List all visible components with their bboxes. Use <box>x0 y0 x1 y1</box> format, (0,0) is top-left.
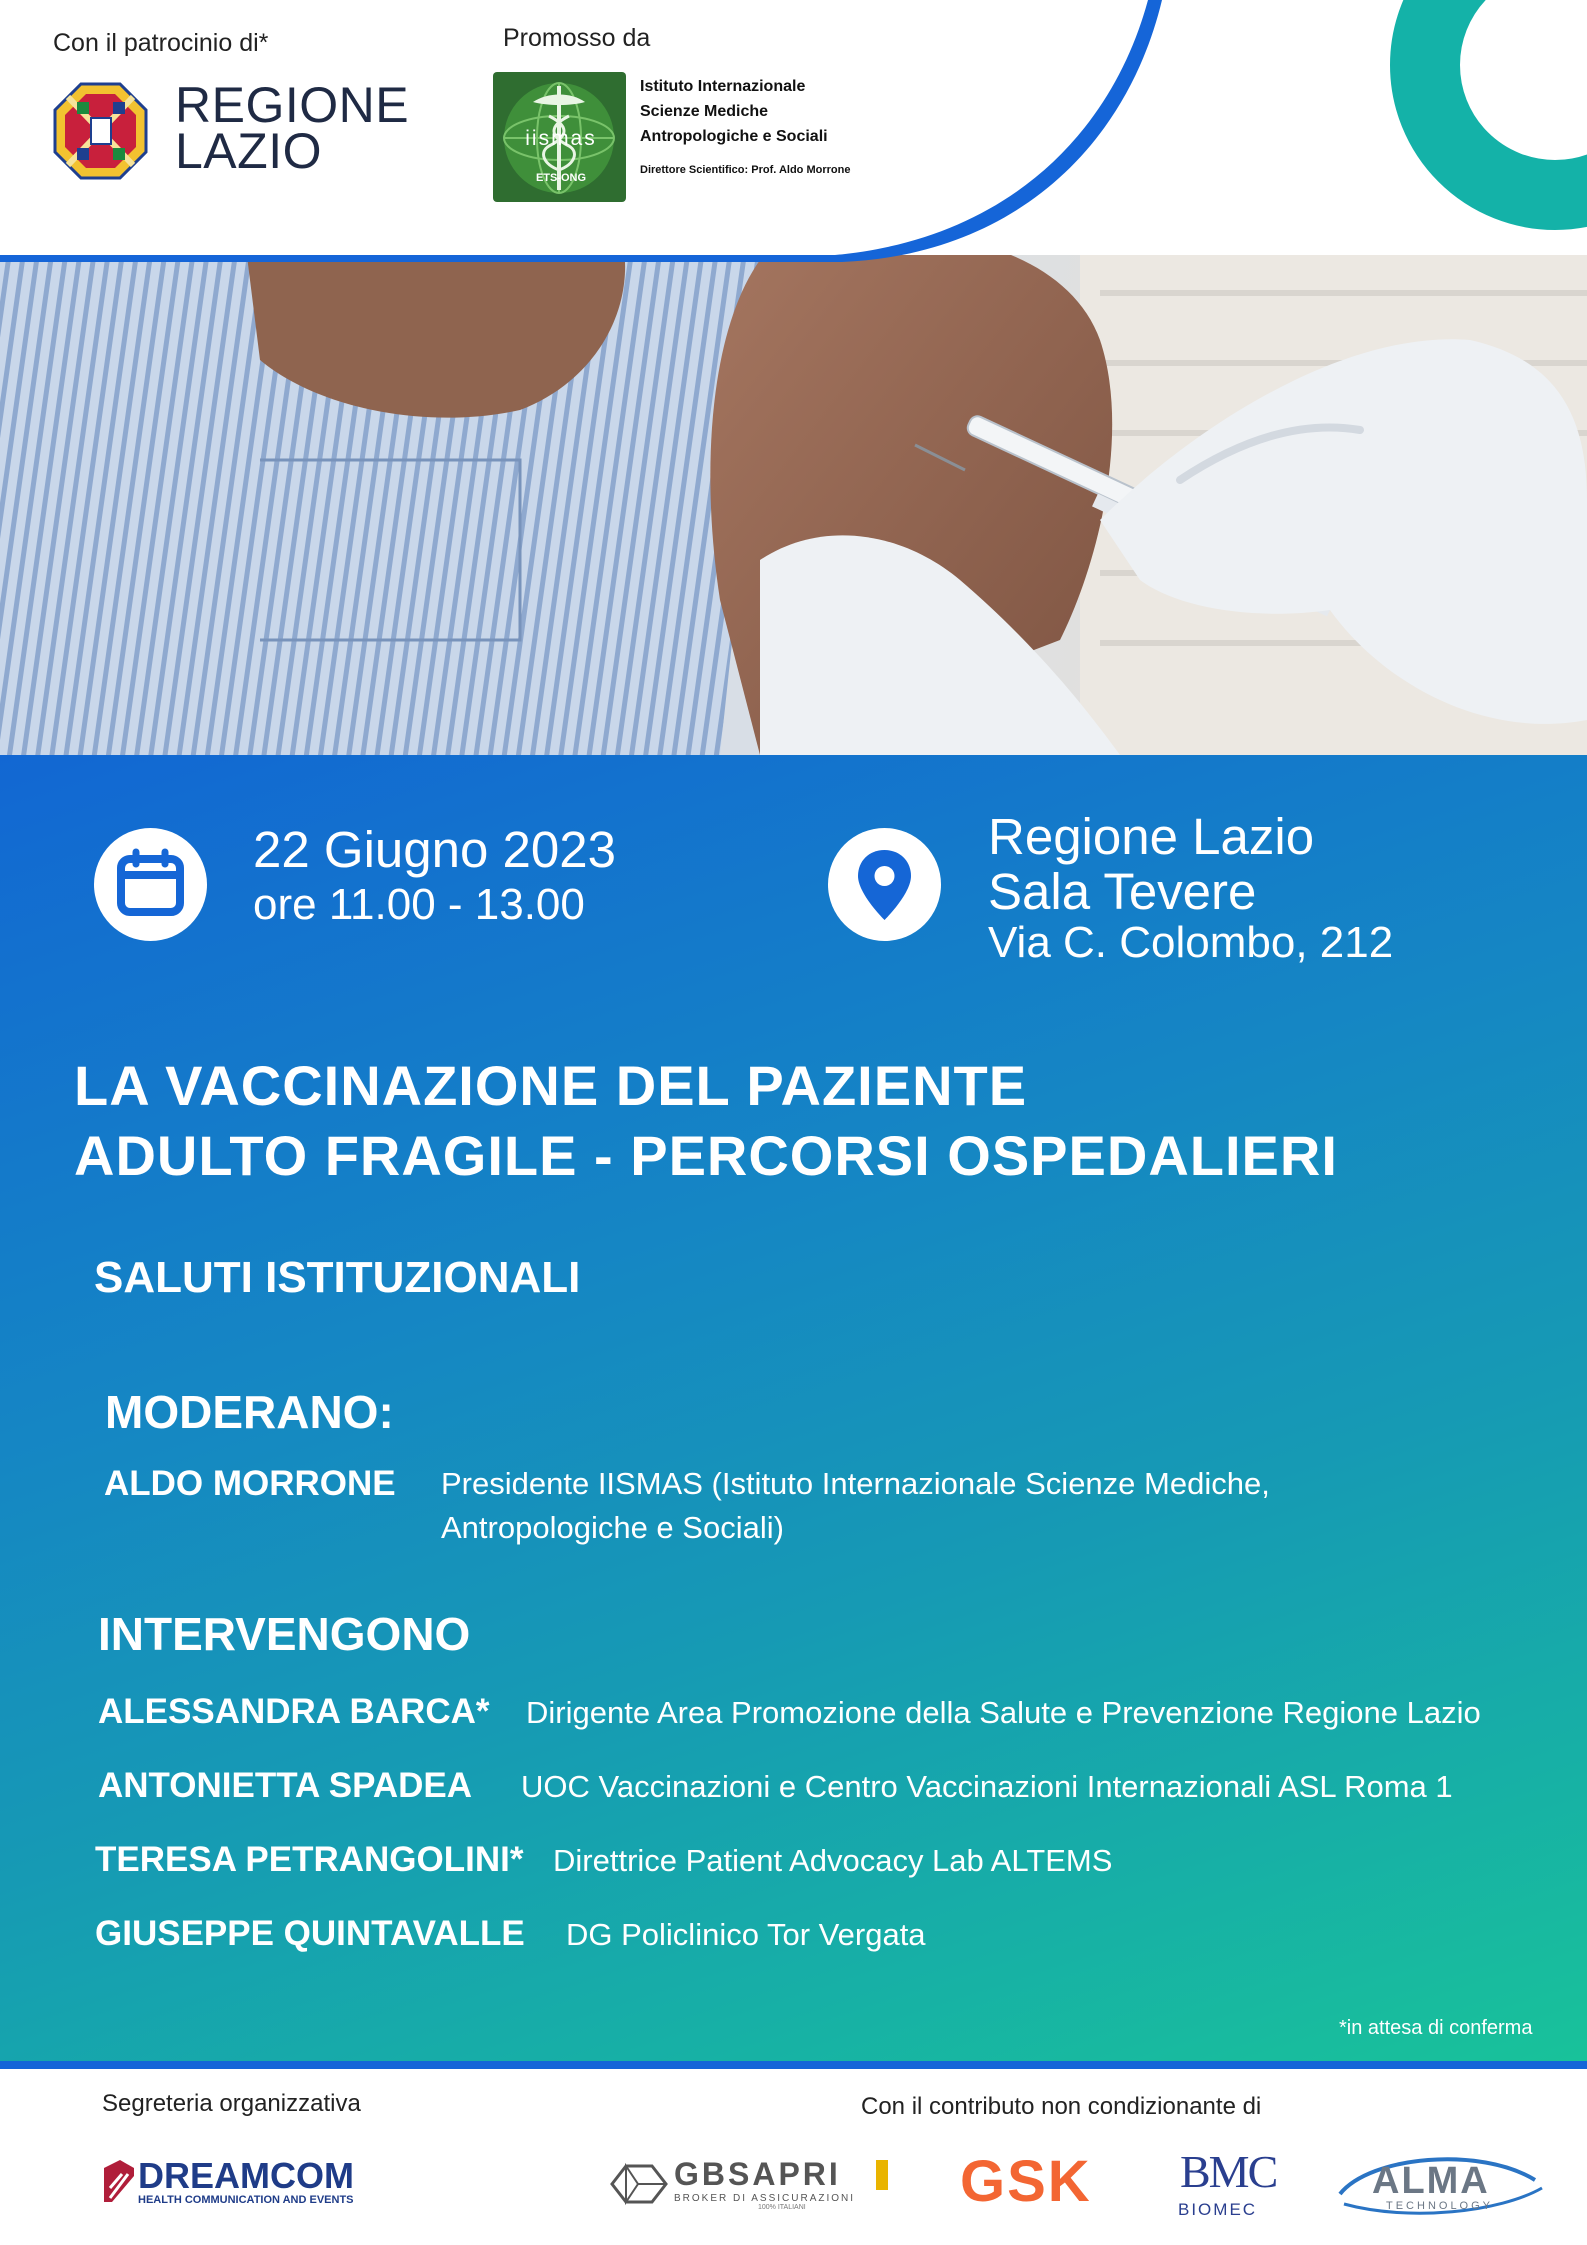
iismas-name-line1: Istituto Internazionale <box>640 78 806 95</box>
event-info-band <box>0 755 1587 2061</box>
header-curve-decoration <box>0 0 1587 270</box>
iismas-director: Direttore Scientifico: Prof. Aldo Morrone <box>640 164 851 176</box>
dreamcom-mark-icon <box>102 2158 136 2204</box>
venue-line3: Via C. Colombo, 212 <box>988 918 1394 967</box>
biomec-name: BIOMEC <box>1178 2200 1258 2219</box>
venue-line1: Regione Lazio <box>988 808 1315 865</box>
biomec-logo <box>1178 2146 1277 2222</box>
regione-wordmark-line1: REGIONE <box>175 77 410 133</box>
confirmation-footnote: *in attesa di conferma <box>1339 2017 1533 2039</box>
dreamcom-tagline: HEALTH COMMUNICATION AND EVENTS <box>138 2194 354 2206</box>
moderators-heading: MODERANO: <box>105 1386 394 1438</box>
speaker-name: TERESA PETRANGOLINI* <box>95 1840 524 1879</box>
speaker-name: ALESSANDRA BARCA* <box>98 1692 490 1731</box>
iismas-name-line2: Scienze Mediche <box>640 103 769 120</box>
dreamcom-logo <box>102 2155 402 2208</box>
iismas-logo-sub: ETS-ONG <box>535 172 587 184</box>
biomec-mark: BMC <box>1180 2146 1277 2197</box>
gbsapri-flag-icon <box>876 2160 888 2190</box>
alma-name: ALMA <box>1372 2160 1490 2202</box>
dreamcom-name: DREAMCOM <box>138 2155 354 2196</box>
title-line2: ADULTO FRAGILE - PERCORSI OSPEDALIERI <box>74 1124 1338 1187</box>
gsk-logo: GSK <box>960 2149 1092 2214</box>
gbsapri-sub: 100% ITALIANI <box>758 2204 806 2211</box>
regione-wordmark-line2: LAZIO <box>175 123 322 179</box>
speaker-role: Direttrice Patient Advocacy Lab ALTEMS <box>553 1843 1113 1878</box>
teal-ring-decoration <box>1425 0 1587 195</box>
event-time: ore 11.00 - 13.00 <box>253 880 585 929</box>
greetings-heading: SALUTI ISTITUZIONALI <box>94 1253 581 1302</box>
iismas-logo-text: iismas <box>525 127 597 150</box>
iismas-name-line3: Antropologiche e Sociali <box>640 128 828 145</box>
calendar-icon <box>94 828 207 941</box>
footer-divider <box>0 2061 1587 2069</box>
moderator-role-line1: Presidente IISMAS (Istituto Internazionale Scienze Mediche, <box>441 1466 1270 1501</box>
gbsapri-cube-icon <box>608 2160 670 2208</box>
moderator-role-line2: Antropologiche e Sociali) <box>441 1510 784 1545</box>
speaker-role: Dirigente Area Promozione della Salute e Prevenzione Regione Lazio <box>526 1695 1481 1730</box>
event-date: 22 Giugno 2023 <box>253 821 616 878</box>
secretariat-label: Segreteria organizzativa <box>102 2090 361 2117</box>
speaker-name: GIUSEPPE QUINTAVALLE <box>95 1914 525 1953</box>
speaker-name: ANTONIETTA SPADEA <box>98 1766 472 1805</box>
patronage-label: Con il patrocinio di* <box>53 29 269 57</box>
moderator-name: ALDO MORRONE <box>104 1464 396 1503</box>
venue-line2: Sala Tevere <box>988 863 1257 920</box>
gbsapri-tagline: BROKER DI ASSICURAZIONI <box>674 2193 856 2204</box>
gbsapri-name: GBSAPRI <box>674 2156 841 2192</box>
alma-technology-logo <box>1330 2146 1550 2226</box>
location-pin-icon <box>828 828 941 941</box>
title-line1: LA VACCINAZIONE DEL PAZIENTE <box>74 1054 1028 1117</box>
gbsapri-logo <box>608 2156 898 2212</box>
sponsors-label: Con il contributo non condizionante di <box>861 2093 1262 2120</box>
speaker-role: DG Policlinico Tor Vergata <box>566 1917 926 1952</box>
promoter-label: Promosso da <box>503 24 651 52</box>
speakers-heading: INTERVENGONO <box>98 1608 471 1660</box>
speaker-role: UOC Vaccinazioni e Centro Vaccinazioni Internazionali ASL Roma 1 <box>521 1769 1453 1804</box>
alma-tagline: TECHNOLOGY <box>1386 2200 1494 2212</box>
